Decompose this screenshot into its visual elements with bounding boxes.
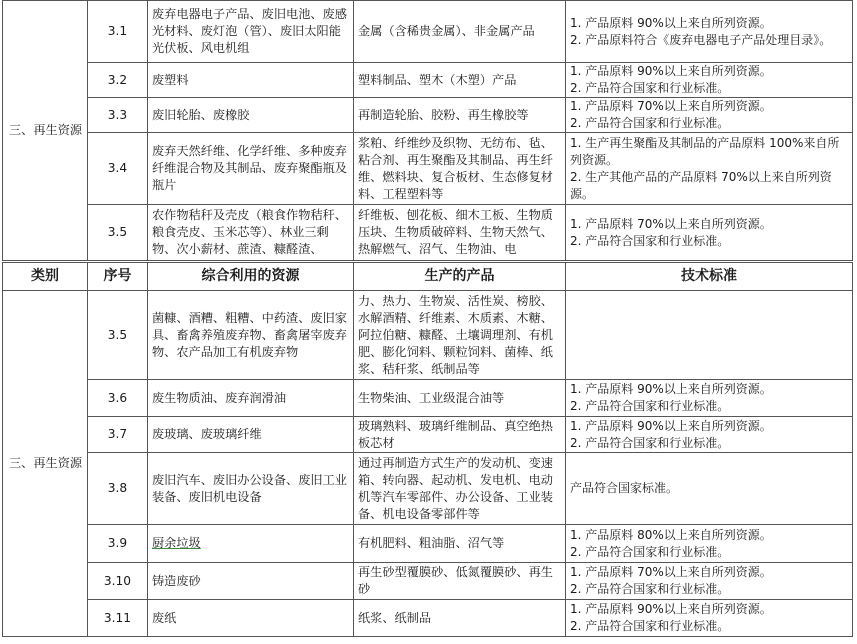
- standard-cell: [566, 1, 853, 63]
- resource-cell: 废塑料: [148, 63, 354, 98]
- product-text: 纤维板、刨花板、细木工板、生物质压块、生物质破碎料、生物天然气、热解燃气、沼气、生物油、电: [358, 208, 553, 256]
- seq-cell: 3.5: [88, 291, 148, 380]
- standard-cell: [566, 525, 853, 563]
- standard-cell: [566, 205, 853, 261]
- seq-cell: 3.8: [88, 453, 148, 525]
- table-row: [3, 205, 853, 261]
- category-cell: 三、再生资源: [3, 291, 88, 637]
- standard-line: 产品符合国家标准。: [570, 481, 679, 495]
- product-cell: 玻璃熟料、玻璃纤维制品、真空绝热板芯材: [354, 417, 566, 453]
- resource-cell: [148, 205, 354, 261]
- table-row: [3, 563, 853, 600]
- table-row: [3, 453, 853, 525]
- product-cell: 力、热力、生物炭、活性炭、榜胶、水解酒精、纤维素、木质素、木糖、阿拉伯糖、糠醛、土壤调理剂、有机肥、膨化饲料、颗粒饲料、菌棒、纸浆、秸秆浆、纸制品等: [354, 291, 566, 380]
- seq-cell: 3.1: [88, 1, 148, 63]
- resource-cell: 废生物质油、废弃润滑油: [148, 380, 354, 417]
- header-seq: 序号: [88, 263, 148, 291]
- table-row: [3, 600, 853, 637]
- standard-line: 1. 产品原料 90%以上来自所列资源。: [570, 418, 772, 433]
- header-resource: 综合利用的资源: [148, 263, 354, 291]
- standard-line: 2. 产品符合国家和行业标准。: [570, 399, 730, 413]
- seq-cell: 3.2: [88, 63, 148, 98]
- resource-cell: 废玻璃、废玻璃纤维: [148, 417, 354, 453]
- product-cell: 塑料制品、塑木（木塑）产品: [354, 63, 566, 98]
- standard-line: 2. 生产其他产品的产品原料 70%以上来自所列资源。: [570, 169, 832, 201]
- table-row: [3, 291, 853, 380]
- standard-line: 2. 产品符合国家和行业标准。: [570, 582, 730, 596]
- standard-line: 1. 产品原料 90%以上来自所列资源。: [570, 64, 772, 78]
- product-cell: 金属（含稀贵金属）、非金属产品: [354, 1, 566, 63]
- standard-cell: [566, 63, 853, 98]
- resource-cell: 废弃电器电子产品、废旧电池、废感光材料、废灯泡（管）、废旧太阳能光伏板、风电机组: [148, 1, 354, 63]
- standard-line: 2. 产品符合国家和行业标准。: [570, 233, 730, 248]
- resource-table-top: [2, 0, 853, 261]
- seq-cell: 3.9: [88, 525, 148, 563]
- table-row: [3, 525, 853, 563]
- seq-cell: 3.5: [88, 205, 148, 261]
- resource-text: 农作物秸秆及壳皮（粮食作物秸秆、粮食壳皮、玉米芯等）、林业三剩物、次小薪材、蔗渣、糠醛渣、: [152, 208, 347, 256]
- resource-cell: 菌糠、酒糟、粗糟、中药渣、废旧家具、畜禽养殖废弃物、畜禽屠宰废弃物、农产品加工有机废弃物: [148, 291, 354, 380]
- resource-cell: 废弃天然纤维、化学纤维、多种废弃纤维混合物及其制品、废弃聚酯瓶及瓶片: [148, 133, 354, 205]
- table-row: [3, 63, 853, 98]
- standard-line: 1. 生产再生聚酯及其制品的产品原料 100%来自所列资源。: [570, 135, 840, 167]
- table-row: [3, 417, 853, 453]
- table-row: [3, 133, 853, 205]
- resource-table-bottom: [2, 262, 853, 637]
- standard-line: 1. 产品原料 70%以上来自所列资源。: [570, 99, 772, 113]
- standard-cell: [566, 380, 853, 417]
- standard-cell: [566, 600, 853, 637]
- standard-line: 2. 产品符合国家和行业标准。: [570, 619, 730, 633]
- standard-cell: [566, 98, 853, 133]
- standard-line: 2. 产品符合国家和行业标准。: [570, 116, 730, 130]
- product-cell: 纸浆、纸制品: [354, 600, 566, 637]
- resource-cell: 铸造废砂: [148, 563, 354, 600]
- standard-cell: [566, 417, 853, 453]
- standard-line: 1. 产品原料 70%以上来自所列资源。: [570, 565, 772, 579]
- seq-cell: 3.4: [88, 133, 148, 205]
- standard-line: 1. 产品原料 80%以上来自所列资源。: [570, 527, 772, 542]
- header-row: [3, 263, 853, 291]
- standard-line: 2. 产品符合国家和行业标准。: [570, 81, 730, 95]
- standard-line: 1. 产品原料 70%以上来自所列资源。: [570, 216, 772, 231]
- seq-cell: 3.11: [88, 600, 148, 637]
- resource-cell: 废纸: [148, 600, 354, 637]
- standard-cell: [566, 291, 853, 380]
- standard-line: 2. 产品符合国家和行业标准。: [570, 544, 730, 559]
- resource-text: 厨余垃圾: [152, 536, 201, 550]
- header-category: 类别: [3, 263, 88, 291]
- product-cell: 生物柴油、工业级混合油等: [354, 380, 566, 417]
- standard-line: 1. 产品原料 90%以上来自所列资源。: [570, 15, 772, 30]
- product-cell: [354, 205, 566, 261]
- product-cell: 通过再制造方式生产的发动机、变速箱、转向器、起动机、发电机、电动机等汽车零部件、办公设备、工业装备、机电设备零部件等: [354, 453, 566, 525]
- resource-cell: [148, 525, 354, 563]
- standard-line: 2. 产品原料符合《废弃电器电子产品处理目录》。: [570, 32, 832, 47]
- standard-line: 1. 产品原料 90%以上来自所列资源。: [570, 382, 772, 396]
- table-row: [3, 98, 853, 133]
- standard-cell: [566, 133, 853, 205]
- product-cell: 再制造轮胎、胶粉、再生橡胶等: [354, 98, 566, 133]
- seq-cell: 3.6: [88, 380, 148, 417]
- product-cell: 再生砂型覆膜砂、低氮覆膜砂、再生砂: [354, 563, 566, 600]
- header-standard: 技术标准: [566, 263, 853, 291]
- category-cell: 三、再生资源: [3, 1, 88, 261]
- header-product: 生产的产品: [354, 263, 566, 291]
- standard-cell: [566, 563, 853, 600]
- product-cell: 有机肥料、粗油脂、沼气等: [354, 525, 566, 563]
- seq-cell: 3.10: [88, 563, 148, 600]
- standard-cell: [566, 453, 853, 525]
- resource-cell: 废旧汽车、废旧办公设备、废旧工业装备、废旧机电设备: [148, 453, 354, 525]
- table-row: [3, 380, 853, 417]
- seq-cell: 3.7: [88, 417, 148, 453]
- resource-cell: 废旧轮胎、废橡胶: [148, 98, 354, 133]
- standard-line: 1. 产品原料 90%以上来自所列资源。: [570, 602, 772, 616]
- table-row: [3, 1, 853, 63]
- standard-line: 2. 产品符合国家和行业标准。: [570, 435, 730, 450]
- seq-cell: 3.3: [88, 98, 148, 133]
- product-cell: 浆粕、纤维纱及织物、无纺布、毡、粘合剂、再生聚酯及其制品、再生纤维、燃料块、复合板材、生态修复材料、工程塑料等: [354, 133, 566, 205]
